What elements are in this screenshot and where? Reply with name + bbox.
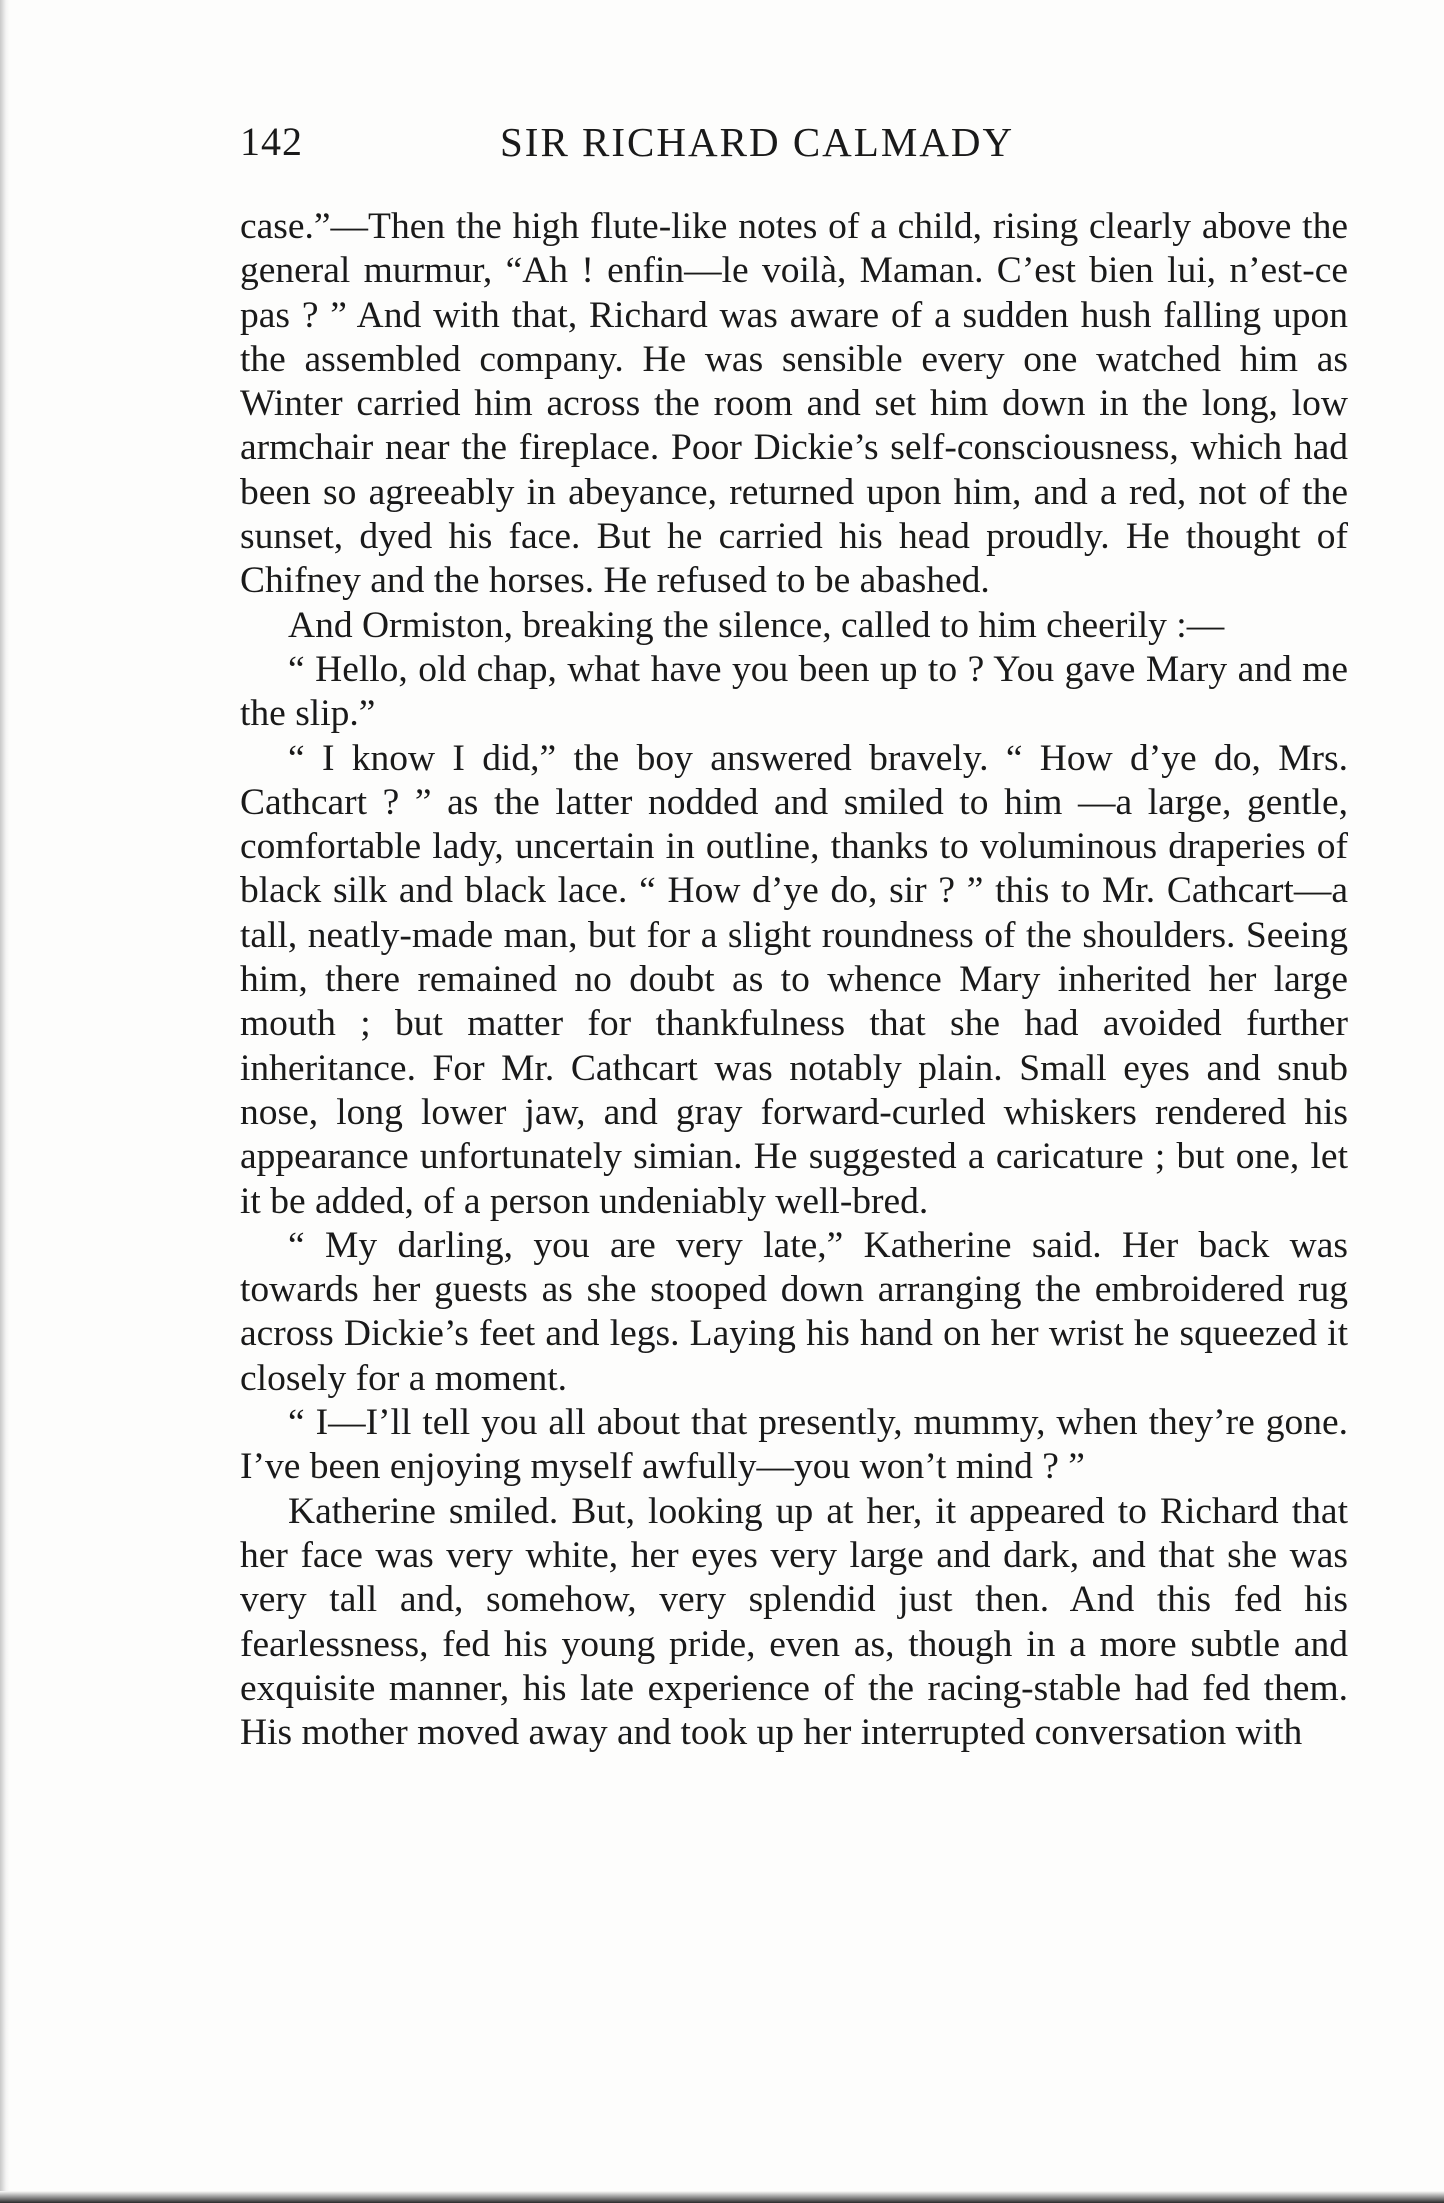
paragraph: “ Hello, old chap, what have you been up to ? You gave Mary and me the slip.” [240, 648, 1348, 735]
page-number: 142 [240, 119, 303, 164]
paragraph: “ My darling, you are very late,” Katherine said. Her back was towards her guests as she stooped down arranging the embroidered rug across Dickie’s feet and legs. Laying his hand on her wrist he squeezed it closely for a moment. [240, 1224, 1348, 1399]
page-bottom-edge [0, 2191, 1444, 2203]
body-text [240, 205, 1348, 1755]
paragraph: Katherine smiled. But, looking up at her, it appeared to Richard that her face was very white, her eyes very large and dark, and that she was very tall and, somehow, very splendid just then. And this fed his fearlessness, fed his young pride, even as, though in a more subtle and exquisite manner, his late experience of the racing-stable had fed them. His mother moved away and took up her interrupted conversation with [240, 1490, 1348, 1754]
page-header [240, 118, 1350, 178]
paragraph: And Ormiston, breaking the silence, called to him cheerily :— [288, 604, 1225, 646]
paragraph: “ I—I’ll tell you all about that presently, mummy, when they’re gone. I’ve been enjoying myself awfully—you won’t mind ? ” [240, 1402, 1348, 1488]
paragraph: case.”—Then the high flute-like notes of a child, rising clearly above the general murmur, “Ah ! enfin—le voilà, Maman. C’est bien lui, n’est-ce pas ? ” And with that, Richard was aware of a sudden hush falling upon the assembled company. He was sensible every one watched him as Winter carried him across the room and set him down in the long, low armchair near the fireplace. Poor Dickie’s self-consciousness, which had been so agreeably in abeyance, returned upon him, and a red, not of the sunset, dyed his face. But he carried his head proudly. He thought of Chifney and the horses. He refused to be abashed. [240, 206, 1348, 602]
page-left-edge-shadow [0, 0, 10, 2203]
paragraph: “ I know I did,” the boy answered bravely. “ How d’ye do, Mrs. Cathcart ? ” as the latter nodded and smiled to him —a large, gentle, comfortable lady, uncertain in outline, thanks to voluminous draperies of black silk and black lace. “ How d’ye do, sir ? ” this to Mr. Cathcart—a tall, neatly-made man, but for a slight roundness of the shoulders. Seeing him, there remained no doubt as to whence Mary inherited her large mouth ; but matter for thankfulness that she had avoided further inheritance. For Mr. Cathcart was notably plain. Small eyes and snub nose, long lower jaw, and gray forward-curled whiskers rendered his appearance unfortunately simian. He suggested a caricature ; but one, let it be added, of a person undeniably well-bred. [240, 737, 1348, 1222]
running-title: SIR RICHARD CALMADY [500, 119, 1015, 165]
